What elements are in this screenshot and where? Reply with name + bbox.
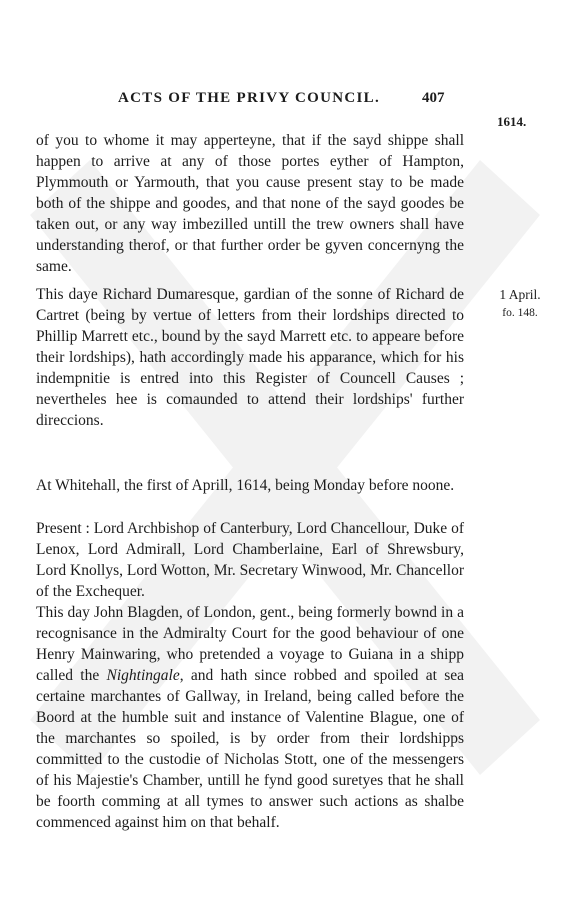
margin-folio: fo. 148. [502, 307, 538, 319]
paragraph-dumaresque: This daye Richard Dumaresque, gardian of the sonne of Richard de Cartret (being by vertue of letters from their lordships directed to Phillip Marrett etc., bound by the sayd Marrett etc. to appeare before their lordships), hath accordingly made his apparance, which for his indempnitie is entred into this Register of Councell Causes ; nevertheles hee is comaunded to attend their lordships' further direccions. [36, 286, 464, 429]
ship-name: Nightingale [106, 667, 180, 684]
paragraph-blagden-text-2: , and hath since robbed and spoiled at sea certaine marchantes of Gallway, in Ireland, being called before the Boord at the humble suit and instance of Valentine Blague, one of the marchantes so spoiled, is by order from their lordshipps committed to the custodie of Nicholas Stott, one of the messengers of his Majestie's Chamber, untill he fynd good suretyes that he shall be foorth comming at all tymes to answer such actions as shalbe commenced against him on that behalf. [36, 667, 464, 831]
paragraph-blagden [36, 602, 464, 833]
present-list: Present : Lord Archbishop of Canterbury, Lord Chancellour, Duke of Lenox, Lord Admirall, Lord Chamberlaine, Earl of Shrewsbury, Lord Knollys, Lord Wotton, Mr. Secretary Winwood, Mr. Chancellor of the Exchequer. [36, 520, 464, 600]
paragraph-letter-continuation: of you to whome it may apperteyne, that if the sayd shippe shall happen to arrive at any of those portes eyther of Hampton, Plymmouth or Yarmouth, that you cause present stay to be made both of the shippe and goodes, and that none of the sayd goodes be taken out, or any way imbezilled untill the trew owners shall have understanding therof, or that further order be gyven concernyng the same. [36, 132, 464, 275]
margin-date: 1 April. [499, 287, 541, 302]
running-header-title: ACTS OF THE PRIVY COUNCIL. [118, 90, 381, 106]
paragraph-blagden-text-1: This day John Blagden, of London, gent., being formerly bownd in a recognisance in the Admiralty Court for the good behaviour of one Henry Mainwaring, who pretended a voyage to Guiana in a shipp called the [36, 604, 464, 684]
margin-year: 1614. [497, 114, 527, 129]
meeting-heading: At Whitehall, the first of Aprill, 1614, being Monday before noone. [36, 477, 455, 494]
page-number: 407 [422, 90, 445, 106]
margin-note-date [480, 286, 560, 322]
